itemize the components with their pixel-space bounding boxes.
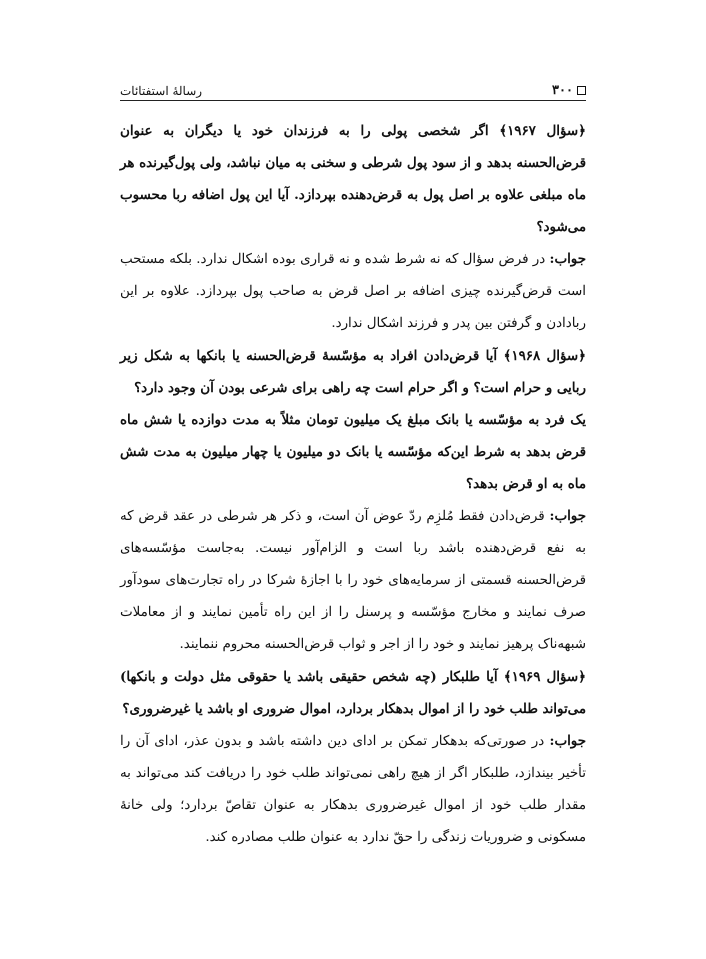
answer-text: در صورتی‌که بدهکار تمکن بر ادای دین داشته باشد و بدون عذر، ادای آن را تأخیر بیندازد، طلبکار اگر از هیچ راهی نمی‌تواند طلب خود را دریافت کند می‌تواند به مقدار طلب خود از اموال غیرضروری بدهکار به عنوان تقاصّ بردارد؛ ولی خانهٔ مسکونی و ضروریات زندگی را حقّ ندارد به عنوان طلب مصادره کند. <box>120 734 586 845</box>
answer-label: جواب: <box>549 733 586 749</box>
running-title: رسالهٔ استفتائات <box>120 84 203 98</box>
page-number: ۳۰۰ <box>552 83 573 98</box>
question-text-continued: یک فرد به مؤسّسه یا بانک مبلغ یک میلیون تومان مثلاً به مدت دوازده یا شش ماه قرض بدهد به شرط این‌که مؤسّسه یا بانک دو میلیون یا چهار میلیون به مدت شش ماه به او قرض بدهد؟ <box>120 412 586 492</box>
page-number-group <box>552 83 586 98</box>
question-1968 <box>120 340 586 404</box>
page-header <box>120 70 586 101</box>
answer-text: در فرض سؤال که نه شرط شده و نه قراری بوده اشکال ندارد. بلکه مستحب است قرض‌گیرنده چیزی اضافه بر اصل قرض به صاحب پول بپردازد. علاوه بر این ربادادن و گرفتن بین پدر و فرزند اشکال ندارد. <box>120 252 586 331</box>
answer-text: قرض‌دادن فقط مُلزِم ردّ عوض آن است، و ذکر هر شرطی در عقد قرض که به نفع قرض‌دهنده باشد ربا است و الزام‌آور نیست. به‌جاست مؤسّسه‌های قرض‌الحسنه قسمتی از سرمایه‌های خود را با اجازهٔ شرکا در راه تجارت‌های سودآور صرف نمایند و مخارج مؤسّسه و پرسنل را از این راه تأمین نمایند و از معاملات شبهه‌ناک پرهیز نمایند و خود را از اجر و ثواب قرض‌الحسنه محروم ننمایند. <box>120 509 586 652</box>
question-text: آیا طلبکار (چه شخص حقیقی باشد یا حقوقی مثل دولت و بانکها) می‌تواند طلب خود را از اموال بدهکار بردارد، اموال ضروری او باشد یا غیرضروری؟ <box>120 669 586 717</box>
question-label: ﴿سؤال ۱۹۶۸﴾ <box>503 348 586 364</box>
answer-1967 <box>120 243 586 340</box>
answer-1969 <box>120 725 586 854</box>
question-label: ﴿سؤال ۱۹۶۹﴾ <box>503 669 586 685</box>
question-1969 <box>120 661 586 725</box>
answer-label: جواب: <box>549 251 586 267</box>
question-label: ﴿سؤال ۱۹۶۷﴾ <box>499 123 586 139</box>
question-text: آیا قرض‌دادن افراد به مؤسّسهٔ قرض‌الحسنه یا بانکها به شکل زیر ربایی و حرام است؟ و اگر حرام است چه راهی برای شرعی بودن آن وجود دارد؟ <box>120 348 586 396</box>
answer-label: جواب: <box>549 508 586 524</box>
answer-1968 <box>120 500 586 661</box>
question-1968-detail <box>120 404 586 500</box>
page-content <box>120 115 586 854</box>
question-1967 <box>120 115 586 243</box>
document-page <box>120 70 586 854</box>
square-outline-icon <box>577 86 586 95</box>
question-text: اگر شخصی پولی را به فرزندان خود یا دیگران به عنوان قرض‌الحسنه بدهد و از سود پول شرطی و سخنی به میان نباشد، ولی پول‌گیرنده هر ماه مبلغی علاوه بر اصل پول به قرض‌دهنده بپردازد. آیا این پول اضافه ربا محسوب می‌شود؟ <box>120 123 586 235</box>
